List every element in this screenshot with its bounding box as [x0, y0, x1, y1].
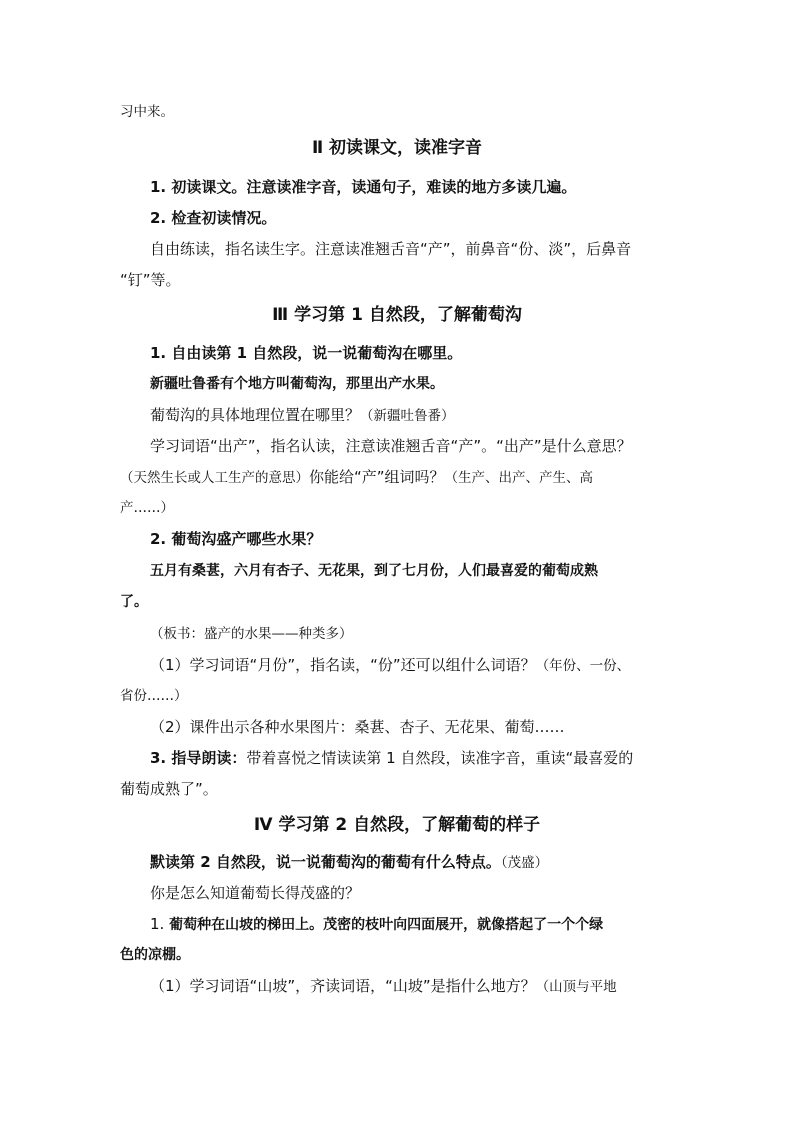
- paragraph: [150, 976, 680, 997]
- question-text: 你能给“产”组词吗？: [309, 468, 445, 486]
- step-title: 1. 自由读第 1 自然段，说一说葡萄沟在哪里。: [150, 344, 463, 362]
- text-quote: 葡萄种在山坡的梯田上。茂密的枝叶向四面展开，就像搭起了一个个绿: [169, 917, 604, 933]
- question-text: （1）学习词语“月份”，指名读，“份”还可以组什么词语？: [150, 656, 536, 674]
- step-title: 默读第 2 自然段，说一说葡萄沟的葡萄有什么特点。: [150, 853, 501, 871]
- section-heading-4: Ⅳ 学习第 2 自然段，了解葡萄的样子: [253, 815, 541, 835]
- answer-note: （山顶与平地: [535, 979, 617, 995]
- question-text: （1）学习词语“山坡”，齐读词语，“山坡”是指什么地方？: [150, 977, 536, 995]
- paragraph: “钉”等。: [120, 271, 181, 289]
- paragraph: （2）课件出示各种水果图片：桑葚、杏子、无花果、葡萄……: [150, 718, 565, 736]
- paragraph: [150, 852, 680, 873]
- paragraph: 你是怎么知道葡萄长得茂盛的？: [150, 884, 361, 902]
- text-quote: 色的凉棚。: [120, 947, 190, 963]
- answer-note: （生产、出产、产生、高: [444, 470, 594, 486]
- answer-note: （年份、一份、: [535, 658, 631, 674]
- section-heading-2: Ⅱ 初读课文，读准字音: [311, 138, 483, 158]
- answer-note: 省份……）: [120, 688, 188, 704]
- answer-note: （茂盛）: [500, 855, 549, 871]
- paragraph: [150, 405, 680, 426]
- step-text: 带着喜悦之情读读第 1 自然段，读准字音，重读“最喜爱的: [246, 749, 634, 767]
- question-text: 葡萄沟的具体地理位置在哪里？: [150, 406, 361, 424]
- paragraph: 葡萄成熟了”。: [120, 780, 218, 798]
- answer-note: （新疆吐鲁番）: [360, 408, 455, 424]
- step-number: 1.: [150, 915, 170, 933]
- section-heading-3: Ⅲ 学习第 1 自然段，了解葡萄沟: [272, 305, 522, 325]
- step-text: 1. 初读课文。注意读准字音，读通句子，难读的地方多读几遍。: [150, 178, 577, 196]
- paragraph: 学习词语“出产”，指名认读，注意读准翘舌音“产”。“出产”是什么意思？: [150, 437, 632, 455]
- paragraph: [150, 914, 680, 935]
- text-quote: 五月有桑葚，六月有杏子、无花果，到了七月份，人们最喜爱的葡萄成熟: [150, 563, 598, 579]
- paragraph: [120, 467, 680, 488]
- step-title: 2. 葡萄沟盛产哪些水果？: [150, 530, 322, 548]
- paragraph: [150, 655, 680, 676]
- paragraph: [150, 748, 680, 768]
- paragraph-continuation: 习中来。: [120, 104, 174, 120]
- paragraph: 自由练读，指名读生字。注意读准翘舌音“产”，前鼻音“份、淡”，后鼻音: [150, 240, 632, 258]
- answer-note: 产……）: [120, 500, 174, 516]
- step-title: 3. 指导朗读：: [150, 749, 247, 767]
- text-quote: 新疆吐鲁番有个地方叫葡萄沟，那里出产水果。: [150, 376, 444, 392]
- paragraph: [150, 177, 680, 197]
- board-writing-note: （板书：盛产的水果——种类多）: [150, 626, 353, 642]
- step-title: 2. 检查初读情况。: [150, 209, 277, 227]
- answer-note: （天然生长或人工生产的意思）: [120, 470, 309, 486]
- text-quote: 了。: [120, 594, 148, 610]
